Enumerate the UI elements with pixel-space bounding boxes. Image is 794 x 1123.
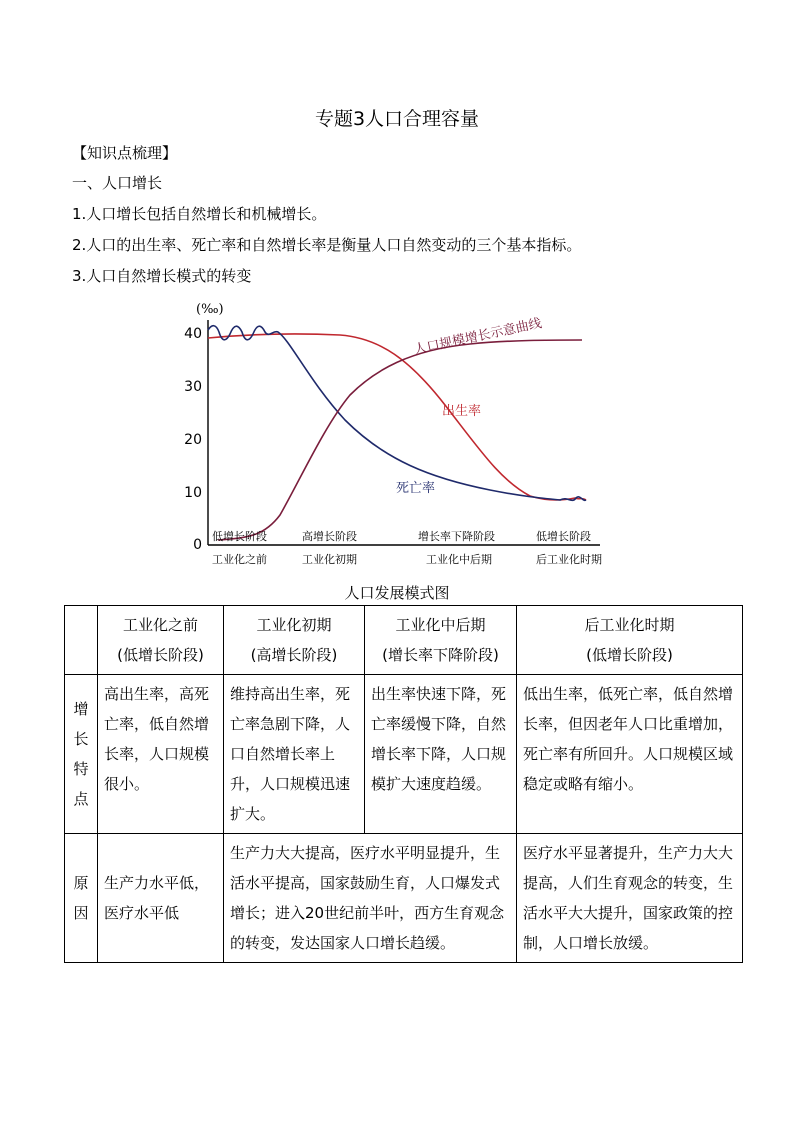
header-name: 工业化之前	[122, 616, 198, 634]
y-tick-label: 10	[184, 485, 202, 501]
y-unit-label: (‰)	[196, 302, 224, 317]
row-label-reasons: 原因	[65, 834, 98, 963]
y-tick-label: 20	[184, 432, 202, 448]
table-cell: 低出生率，低死亡率，低自然增长率，但因老年人口比重增加，死亡率有所回升。人口规模区域稳定或略有缩小。	[517, 675, 743, 834]
y-tick-label: 0	[193, 537, 202, 553]
y-tick-label: 40	[184, 326, 202, 342]
page-title: 专题3人口合理容量	[314, 108, 480, 130]
table-header-row	[65, 606, 743, 675]
section-heading: 【知识点梳理】	[72, 144, 178, 162]
stage-label: 高增长阶段	[302, 530, 357, 543]
period-label: 工业化之前	[212, 553, 267, 566]
period-label: 工业化初期	[302, 553, 357, 566]
table-cell: 生产力水平低，医疗水平低	[98, 834, 224, 963]
y-tick-label: 30	[184, 379, 202, 395]
header-stage: (高增长阶段)	[250, 646, 338, 664]
table-header-cell	[224, 606, 365, 675]
series-line-population	[218, 340, 582, 540]
period-label: 工业化中后期	[426, 553, 492, 566]
series-label-death-rate: 死亡率	[396, 481, 436, 496]
point-1: 1.人口增长包括自然增长和机械增长。	[72, 205, 327, 223]
header-stage: (增长率下降阶段)	[382, 646, 499, 664]
header-name: 工业化中后期	[395, 616, 486, 634]
header-stage: (低增长阶段)	[586, 646, 673, 664]
header-name: 后工业化时期	[584, 616, 675, 634]
stage-label: 增长率下降阶段	[418, 530, 495, 543]
table-header-cell	[98, 606, 224, 675]
table-cell: 维持高出生率，死亡率急剧下降，人口自然增长率上升，人口规模迅速扩大。	[224, 675, 365, 834]
chart-caption: 人口发展模式图	[344, 584, 450, 602]
series-line-death-rate	[208, 326, 586, 501]
table-cell: 高出生率，高死亡率，低自然增长率，人口规模很小。	[98, 675, 224, 834]
stage-label: 低增长阶段	[212, 530, 267, 543]
header-name: 工业化初期	[256, 616, 332, 634]
table-row-reasons	[65, 834, 743, 963]
population-chart	[184, 290, 610, 572]
stage-label: 低增长阶段	[536, 530, 591, 543]
table-header-cell	[517, 606, 743, 675]
row-label-features: 增长特点	[65, 675, 98, 834]
header-stage: (低增长阶段)	[117, 646, 204, 664]
table-cell: 出生率快速下降，死亡率缓慢下降，自然增长率下降，人口规模扩大速度趋缓。	[365, 675, 517, 834]
point-3: 3.人口自然增长模式的转变	[72, 267, 252, 285]
table-cell: 生产力大大提高，医疗水平明显提升，生活水平提高，国家鼓励生育，人口爆发式增长；进入20世纪前半叶，西方生育观念的转变，发达国家人口增长趋缓。	[224, 834, 517, 963]
table-row-features	[65, 675, 743, 834]
table-cell: 医疗水平显著提升，生产力大大提高，人们生育观念的转变，生活水平大大提升，国家政策的控制，人口增长放缓。	[517, 834, 743, 963]
point-2: 2.人口的出生率、死亡率和自然增长率是衡量人口自然变动的三个基本指标。	[72, 236, 582, 254]
series-label-population: 人口规模增长示意曲线	[412, 316, 544, 358]
subheading: 一、人口增长	[72, 174, 163, 192]
model-table	[64, 605, 743, 963]
series-label-birth-rate: 出生率	[442, 404, 482, 419]
table-header-cell	[365, 606, 517, 675]
series-line-birth-rate	[208, 334, 586, 500]
table-corner-cell	[65, 606, 98, 675]
period-label: 后工业化时期	[536, 553, 602, 566]
